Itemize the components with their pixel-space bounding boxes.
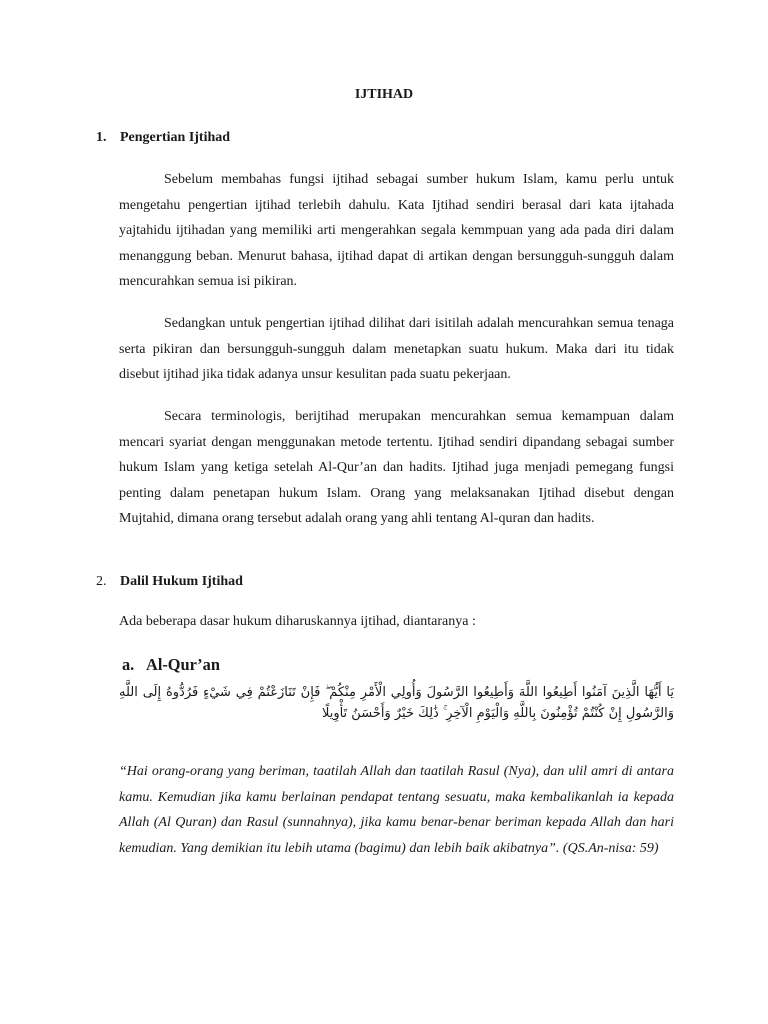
section-2-heading bbox=[96, 574, 243, 590]
document-title: IJTIHAD bbox=[354, 87, 414, 102]
quran-verse-translation: “Hai orang-orang yang beriman, taatilah Allah dan taatilah Rasul (Nya), dan ulil amri di antara kamu. Kemudian jika kamu berlainan pendapat tentang sesuatu, maka kembalikanlah ia kepada Allah (Al Quran) dan Rasul (sunnahnya), jika kamu benar-benar beriman kepada Allah dan hari kemudian. Yang demikian itu lebih utama (bagimu) dan lebih baik akibatnya”. (QS.An-nisa: 59) bbox=[119, 764, 674, 856]
section-2-number: 2. bbox=[96, 574, 107, 589]
section-1-paragraph-3: Secara terminologis, berijtihad merupakan mencurahkan semua kemampuan dalam mencari syariat dengan menggunakan metode tertentu. Ijtihad sendiri dipandang sebagai sumber hukum Islam yang ketiga setelah Al-Qur’an dan hadits. Ijtihad juga menjadi pemegang fungsi penting dalam penetapan hukum Islam. Orang yang melaksanakan Ijtihad disebut dengan Mujtahid, dimana orang tersebut adalah orang yang ahli tentang Al-quran dan hadits. bbox=[119, 409, 674, 526]
section-1-heading bbox=[96, 130, 230, 146]
quran-verse-arabic: يَا أَيُّهَا الَّذِينَ آمَنُوا أَطِيعُوا اللَّهَ وَأَطِيعُوا الرَّسُولَ وَأُولِي الْأَمْرِ مِنْكُمْ ۖ فَإِنْ تَنَازَعْتُمْ فِي شَيْءٍ فَرُدُّوهُ إِلَى اللَّهِ وَالرَّسُولِ إِنْ كُنْتُمْ تُؤْمِنُونَ بِاللَّهِ وَالْيَوْمِ الْآخِرِ ۚ ذَٰلِكَ خَيْرٌ وَأَحْسَنُ تَأْوِيلًا bbox=[119, 685, 674, 721]
section-2-intro: Ada beberapa dasar hukum diharuskannya ijtihad, diantaranya : bbox=[119, 614, 476, 629]
subsection-a-title: Al-Qur’an bbox=[146, 655, 220, 674]
section-1-paragraph-1: Sebelum membahas fungsi ijtihad sebagai sumber hukum Islam, kamu perlu untuk mengetahu pengertian ijtihad terlebih dahulu. Kata Ijtihad sendiri berasal dari kata ijtahada yajtahidu ijtihadan yang memiliki arti mengerahkan segala kemmpuan yang ada pada diri dalam menanggung beban. Menurut bahasa, ijtihad dapat di artikan dengan bersungguh-sungguh dalam mencurahkan semua isi pikiran. bbox=[119, 172, 674, 289]
section-1-paragraph-2: Sedangkan untuk pengertian ijtihad dilihat dari isitilah adalah mencurahkan semua tenaga serta pikiran dan bersungguh-sungguh dalam menetapkan suatu hukum. Maka dari itu tidak disebut ijtihad jika tidak adanya unsur kesulitan pada suatu pekerjaan. bbox=[119, 316, 674, 382]
subsection-a-heading bbox=[122, 655, 220, 675]
section-2-title: Dalil Hukum Ijtihad bbox=[120, 574, 243, 589]
section-1-title: Pengertian Ijtihad bbox=[120, 130, 231, 145]
section-1-number: 1. bbox=[96, 130, 107, 145]
subsection-a-label: a. bbox=[122, 655, 135, 674]
